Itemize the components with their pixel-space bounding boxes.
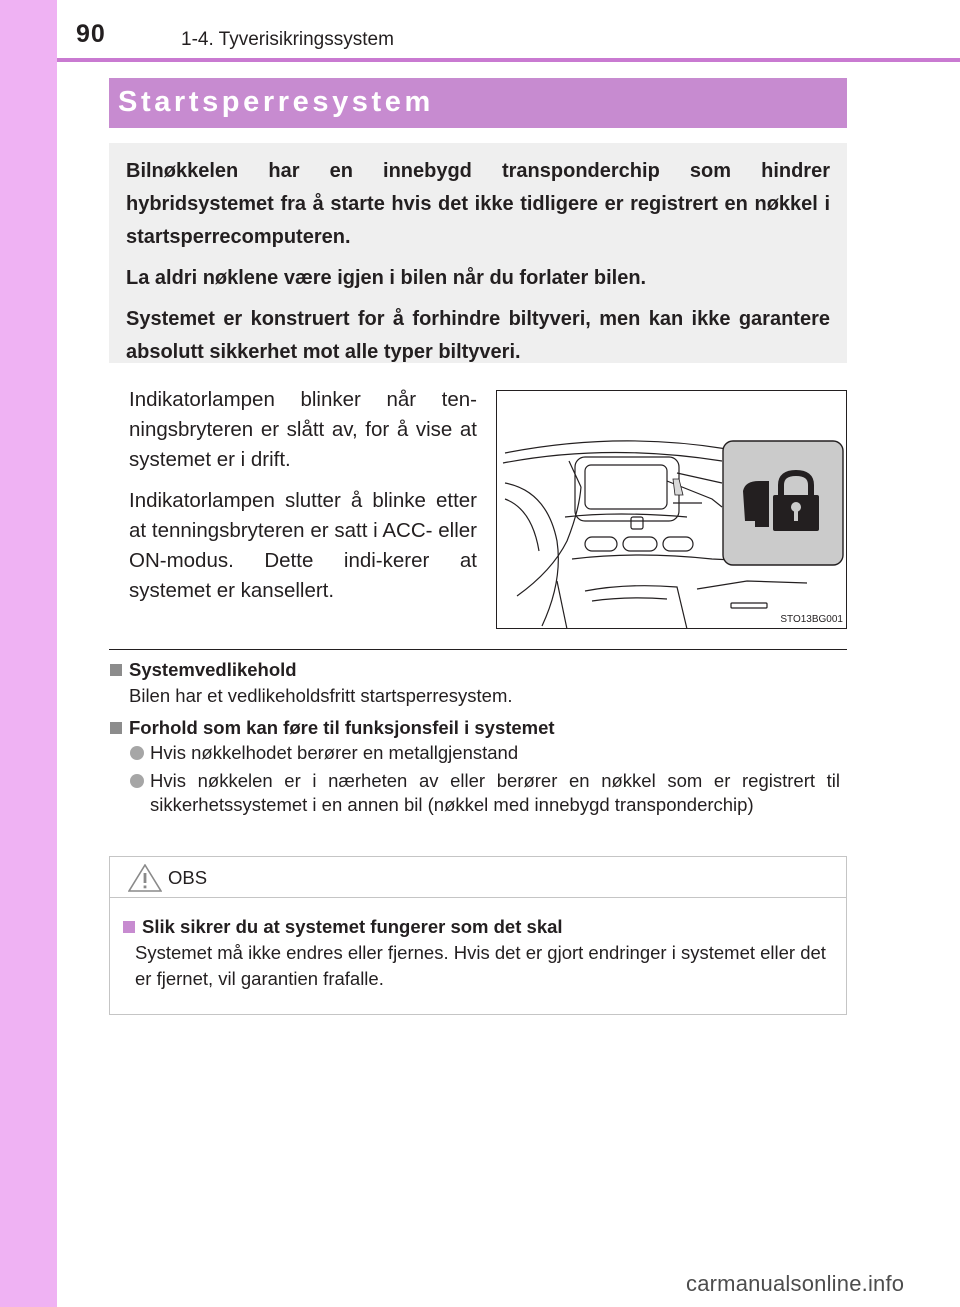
dashboard-figure <box>496 390 847 629</box>
maintenance-sections <box>110 657 847 821</box>
section-title-bar <box>109 78 847 128</box>
side-color-strip <box>0 0 57 1307</box>
notice-heading: Slik sikrer du at systemet fungerer som det skal <box>123 914 846 940</box>
notice-label: OBS <box>168 867 208 888</box>
dashboard-illustration <box>497 391 847 629</box>
info-box <box>109 143 847 363</box>
info-paragraph: Bilnøkkelen har en innebygd transponderchip som hindrer hybridsystemet fra å starte hvis det ikke tidligere er registrert en nøkkel i startsperrecomputeren. <box>126 160 830 248</box>
maintenance-body: Bilen har et vedlikeholdsfritt startsperresystem. <box>129 685 513 706</box>
figure-code: STO13BG001 <box>780 614 843 625</box>
page-number: 90 <box>76 20 106 48</box>
intro-paragraph: Indikatorlampen slutter å blinke etter at tenningsbryteren er satt i ACC- eller ON-modus. Dette indi-kerer at systemet er kansellert. <box>129 489 477 602</box>
list-item: Hvis nøkkelhodet berører en metallgjenstand <box>130 741 847 765</box>
square-bullet-icon <box>123 921 135 933</box>
square-bullet-icon <box>110 664 122 676</box>
circle-bullet-icon <box>130 774 144 788</box>
circle-bullet-icon <box>130 746 144 760</box>
chapter-title: 1-4. Tyverisikringssystem <box>181 29 394 50</box>
malfunction-heading: Forhold som kan føre til funksjonsfeil i systemet <box>110 715 847 741</box>
intro-paragraph: Indikatorlampen blinker når ten-ningsbryteren er slått av, for å vise at systemet er i drift. <box>129 388 477 471</box>
intro-text <box>129 385 477 617</box>
section-title: Startsperresystem <box>118 86 434 118</box>
notice-text: Systemet må ikke endres eller fjernes. Hvis det er gjort endringer i systemet eller det er fjernet, vil garantien frafalle. <box>135 942 826 989</box>
notice-header <box>110 857 846 898</box>
warning-triangle-icon <box>128 864 162 892</box>
header-rule <box>57 58 960 62</box>
list-item: Hvis nøkkelen er i nærheten av eller berører en nøkkel som er registrert til sikkerhetssystemet i en annen bil (nøkkel med innebygd transponderchip) <box>130 769 847 817</box>
notice-body <box>110 898 846 992</box>
watermark: carmanualsonline.info <box>686 1271 905 1296</box>
notice-box <box>109 856 847 1015</box>
info-paragraph: La aldri nøklene være igjen i bilen når du forlater bilen. <box>126 267 647 289</box>
square-bullet-icon <box>110 722 122 734</box>
info-paragraph: Systemet er konstruert for å forhindre biltyveri, men kan ikke garantere absolutt sikkerhet mot alle typer biltyveri. <box>126 308 830 363</box>
maintenance-heading: Systemvedlikehold <box>110 657 847 683</box>
section-divider <box>109 649 847 650</box>
